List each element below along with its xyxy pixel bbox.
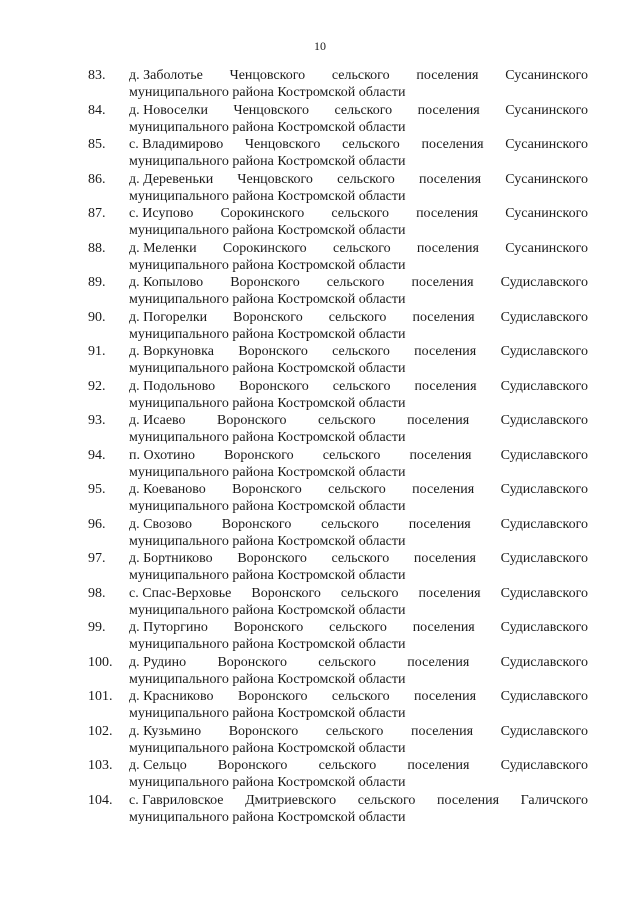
item-text bbox=[129, 447, 588, 481]
item-number: 87. bbox=[88, 206, 106, 221]
item-word: Сусанинского bbox=[505, 137, 588, 152]
item-text bbox=[129, 274, 588, 308]
item-word: Судиславского bbox=[500, 758, 588, 773]
item-word: д. Путоргино bbox=[129, 620, 208, 635]
item-word: Ченцовского bbox=[237, 171, 313, 187]
item-word: Судиславского bbox=[500, 654, 588, 670]
item-word: д. Рудино bbox=[129, 654, 187, 670]
item-text-line2: муниципального района Костромской области bbox=[129, 568, 406, 583]
item-text-line2: муниципального района Костромской области bbox=[129, 292, 406, 307]
item-text bbox=[129, 723, 588, 757]
item-word: Судиславского bbox=[500, 723, 588, 739]
item-word: сельского bbox=[322, 447, 381, 463]
item-text-line1 bbox=[129, 309, 588, 326]
item-number: 100. bbox=[88, 654, 113, 670]
item-word: д. Красниково bbox=[129, 689, 214, 704]
item-word: сельского bbox=[331, 551, 390, 566]
item-text bbox=[129, 171, 588, 205]
item-word: с. Владимирово bbox=[129, 137, 224, 152]
list-item bbox=[0, 516, 640, 551]
item-word: поселения bbox=[407, 654, 470, 670]
item-word: п. Охотино bbox=[129, 447, 195, 463]
item-number: 102. bbox=[88, 723, 113, 739]
list-item bbox=[0, 274, 640, 309]
item-number: 97. bbox=[88, 551, 106, 566]
list-item bbox=[0, 550, 640, 585]
item-text-line2: муниципального района Костромской области bbox=[129, 775, 406, 790]
item-text bbox=[129, 688, 588, 722]
item-word: с. Спас-Верховье bbox=[129, 585, 232, 601]
item-number: 95. bbox=[88, 482, 106, 497]
item-text-line1 bbox=[129, 67, 588, 84]
item-word: д. Коеваново bbox=[129, 482, 206, 497]
list-item bbox=[0, 343, 640, 378]
item-text bbox=[129, 343, 588, 377]
item-word: д. Заболотье bbox=[129, 68, 203, 83]
item-text bbox=[129, 412, 588, 446]
item-word: сельского bbox=[325, 723, 384, 739]
item-word: сельского bbox=[331, 206, 389, 221]
list-item bbox=[0, 412, 640, 447]
item-word: д. Бортниково bbox=[129, 551, 213, 566]
item-word: Судиславского bbox=[500, 516, 588, 532]
item-text-line2: муниципального района Костромской области bbox=[129, 637, 406, 652]
list-item bbox=[0, 757, 640, 792]
item-word: Судиславского bbox=[500, 551, 588, 566]
list-item bbox=[0, 67, 640, 102]
item-word: Воронского bbox=[217, 758, 288, 773]
item-word: Воронского bbox=[233, 620, 304, 635]
item-text-line1 bbox=[129, 516, 588, 533]
item-word: поселения bbox=[416, 68, 479, 83]
item-word: Судиславского bbox=[500, 309, 588, 325]
item-word: Галичского bbox=[520, 792, 588, 808]
item-text-line2: муниципального района Костромской области bbox=[129, 326, 406, 342]
item-text-line1 bbox=[129, 412, 588, 429]
item-word: поселения bbox=[416, 206, 479, 221]
item-word: сельского bbox=[331, 68, 390, 83]
item-text bbox=[129, 585, 588, 619]
item-text-line2: муниципального района Костромской области bbox=[129, 671, 406, 687]
item-text bbox=[129, 792, 588, 826]
item-word: д. Подольново bbox=[129, 378, 216, 394]
item-word: Воронского bbox=[230, 275, 300, 290]
item-word: Воронского bbox=[217, 413, 287, 428]
item-word: сельского bbox=[328, 482, 386, 497]
item-number: 103. bbox=[88, 758, 113, 773]
item-word: сельского bbox=[342, 137, 400, 152]
item-word: поселения bbox=[421, 137, 484, 152]
item-word: сельского bbox=[321, 516, 379, 532]
item-word: Воронского bbox=[237, 551, 307, 566]
item-word: Судиславского bbox=[500, 275, 588, 290]
item-word: поселения bbox=[414, 378, 477, 394]
item-word: с. Исупово bbox=[129, 206, 194, 221]
item-word: поселения bbox=[412, 620, 475, 635]
item-text bbox=[129, 654, 588, 688]
item-word: сельского bbox=[340, 585, 399, 601]
item-text-line1 bbox=[129, 274, 588, 291]
item-word: Воронского bbox=[239, 378, 309, 394]
item-text-line1 bbox=[129, 240, 588, 257]
item-number: 94. bbox=[88, 447, 106, 463]
item-word: д. Погорелки bbox=[129, 309, 208, 325]
list-item bbox=[0, 792, 640, 827]
item-word: Судиславского bbox=[500, 344, 588, 359]
item-word: поселения bbox=[412, 482, 475, 497]
item-number: 91. bbox=[88, 344, 106, 359]
item-number: 84. bbox=[88, 102, 106, 118]
item-number: 101. bbox=[88, 689, 113, 704]
item-text-line2: муниципального района Костромской области bbox=[129, 119, 406, 135]
item-text-line1 bbox=[129, 723, 588, 740]
item-text bbox=[129, 309, 588, 343]
item-text-line1 bbox=[129, 688, 588, 705]
item-text-line2: муниципального района Костромской области bbox=[129, 706, 406, 721]
item-word: сельского bbox=[318, 758, 377, 773]
item-word: сельского bbox=[337, 171, 395, 187]
item-number: 99. bbox=[88, 620, 106, 635]
item-word: Судиславского bbox=[500, 482, 588, 497]
item-text-line1 bbox=[129, 792, 588, 809]
item-word: Сорокинского bbox=[222, 240, 307, 256]
item-text-line1 bbox=[129, 585, 588, 602]
item-text-line2: муниципального района Костромской области bbox=[129, 499, 406, 514]
item-number: 92. bbox=[88, 378, 106, 394]
item-word: Судиславского bbox=[500, 620, 588, 635]
item-number: 89. bbox=[88, 275, 106, 290]
item-word: д. Новоселки bbox=[129, 102, 208, 118]
item-text bbox=[129, 516, 588, 550]
item-word: поселения bbox=[437, 792, 500, 808]
item-word: Сусанинского bbox=[505, 206, 588, 221]
item-word: Сусанинского bbox=[505, 68, 588, 83]
item-text bbox=[129, 757, 588, 791]
item-text bbox=[129, 619, 588, 653]
item-text bbox=[129, 136, 588, 170]
item-word: Судиславского bbox=[500, 585, 588, 601]
item-number: 85. bbox=[88, 137, 106, 152]
item-word: д. Кузьмино bbox=[129, 723, 202, 739]
item-word: Сорокинского bbox=[220, 206, 305, 221]
item-word: д. Меленки bbox=[129, 240, 197, 256]
item-text-line1 bbox=[129, 654, 588, 671]
item-text-line2: муниципального района Костромской области bbox=[129, 154, 406, 169]
item-word: поселения bbox=[409, 447, 472, 463]
item-word: поселения bbox=[416, 240, 479, 256]
item-text bbox=[129, 67, 588, 101]
item-word: поселения bbox=[407, 758, 470, 773]
page-number: 10 bbox=[314, 39, 326, 53]
item-word: поселения bbox=[413, 551, 476, 566]
list-item bbox=[0, 309, 640, 344]
item-text-line1 bbox=[129, 136, 588, 153]
item-word: Сусанинского bbox=[505, 102, 588, 118]
list-item bbox=[0, 481, 640, 516]
item-word: Воронского bbox=[238, 344, 308, 359]
item-word: сельского bbox=[329, 620, 387, 635]
item-word: сельского bbox=[331, 689, 390, 704]
item-text-line1 bbox=[129, 205, 588, 222]
item-word: д. Воркуновка bbox=[129, 344, 214, 359]
item-word: Воронского bbox=[251, 585, 321, 601]
item-word: сельского bbox=[357, 792, 416, 808]
item-text bbox=[129, 481, 588, 515]
item-number: 88. bbox=[88, 240, 106, 256]
item-text-line2: муниципального района Костромской области bbox=[129, 464, 406, 480]
item-text-line1 bbox=[129, 102, 588, 119]
item-text-line2: муниципального района Костромской области bbox=[129, 740, 406, 756]
item-word: д. Деревеньки bbox=[129, 171, 214, 187]
list-item bbox=[0, 654, 640, 689]
item-word: поселения bbox=[412, 309, 475, 325]
item-text-line1 bbox=[129, 550, 588, 567]
item-word: д. Исаево bbox=[129, 413, 186, 428]
item-word: Сусанинского bbox=[505, 171, 588, 187]
item-word: поселения bbox=[414, 344, 477, 359]
item-word: поселения bbox=[411, 275, 474, 290]
list-item bbox=[0, 136, 640, 171]
item-word: сельского bbox=[317, 413, 376, 428]
item-number: 86. bbox=[88, 171, 106, 187]
item-text bbox=[129, 205, 588, 239]
item-text-line1 bbox=[129, 757, 588, 774]
item-word: поселения bbox=[418, 171, 482, 187]
item-text-line1 bbox=[129, 619, 588, 636]
item-word: поселения bbox=[417, 102, 480, 118]
item-text bbox=[129, 378, 588, 412]
item-text-line2: муниципального района Костромской области bbox=[129, 361, 406, 376]
item-word: Ченцовского bbox=[229, 68, 306, 83]
item-text-line1 bbox=[129, 171, 588, 188]
item-text bbox=[129, 240, 588, 274]
item-word: Судиславского bbox=[500, 378, 588, 394]
list-item bbox=[0, 447, 640, 482]
item-text bbox=[129, 102, 588, 136]
item-word: Дмитриевского bbox=[245, 792, 337, 808]
item-text-line2: муниципального района Костромской области bbox=[129, 85, 406, 100]
item-number: 90. bbox=[88, 309, 106, 325]
item-text-line1 bbox=[129, 378, 588, 395]
item-word: Воронского bbox=[221, 516, 292, 532]
item-word: Воронского bbox=[237, 689, 308, 704]
item-text-line2: муниципального района Костромской области bbox=[129, 188, 406, 204]
list-item bbox=[0, 585, 640, 620]
item-number: 93. bbox=[88, 413, 106, 428]
list-item bbox=[0, 723, 640, 758]
list-item bbox=[0, 205, 640, 240]
item-word: сельского bbox=[332, 344, 390, 359]
item-word: Воронского bbox=[232, 482, 302, 497]
item-number: 104. bbox=[88, 792, 113, 808]
item-word: сельского bbox=[332, 240, 391, 256]
settlement-list bbox=[0, 67, 640, 826]
item-word: поселения bbox=[414, 689, 477, 704]
item-word: Ченцовского bbox=[233, 102, 309, 118]
item-word: сельского bbox=[334, 102, 393, 118]
item-word: д. Сельцо bbox=[129, 758, 187, 773]
item-word: поселения bbox=[408, 516, 471, 532]
item-word: д. Копылово bbox=[129, 275, 204, 290]
item-word: поселения bbox=[410, 723, 474, 739]
item-word: сельского bbox=[326, 275, 385, 290]
item-text-line2: муниципального района Костромской области bbox=[129, 395, 406, 411]
list-item bbox=[0, 102, 640, 137]
item-word: Ченцовского bbox=[244, 137, 321, 152]
item-word: Судиславского bbox=[500, 413, 588, 428]
item-text-line1 bbox=[129, 481, 588, 498]
list-item bbox=[0, 378, 640, 413]
item-word: поселения bbox=[418, 585, 481, 601]
item-word: Сусанинского bbox=[505, 240, 588, 256]
item-text-line2: муниципального района Костромской области bbox=[129, 533, 406, 549]
item-word: Воронского bbox=[224, 447, 294, 463]
item-word: Судиславского bbox=[500, 689, 588, 704]
item-word: сельского bbox=[328, 309, 387, 325]
item-word: Воронского bbox=[233, 309, 303, 325]
item-text-line2: муниципального района Костромской области bbox=[129, 257, 406, 273]
list-item bbox=[0, 240, 640, 275]
list-item bbox=[0, 171, 640, 206]
item-number: 96. bbox=[88, 516, 106, 532]
item-word: Воронского bbox=[217, 654, 287, 670]
item-text-line2: муниципального района Костромской области bbox=[129, 602, 406, 618]
item-text-line1 bbox=[129, 343, 588, 360]
item-text-line2: муниципального района Костромской области bbox=[129, 223, 406, 238]
list-item bbox=[0, 619, 640, 654]
item-number: 83. bbox=[88, 68, 106, 83]
item-word: с. Гавриловское bbox=[129, 792, 224, 808]
item-text bbox=[129, 550, 588, 584]
item-word: Судиславского bbox=[500, 447, 588, 463]
item-word: сельского bbox=[332, 378, 391, 394]
item-text-line2: муниципального района Костромской области bbox=[129, 809, 406, 825]
item-text-line1 bbox=[129, 447, 588, 464]
item-text-line2: муниципального района Костромской области bbox=[129, 430, 406, 445]
item-number: 98. bbox=[88, 585, 106, 601]
item-word: сельского bbox=[318, 654, 376, 670]
item-word: поселения bbox=[407, 413, 470, 428]
item-word: Воронского bbox=[228, 723, 299, 739]
list-item bbox=[0, 688, 640, 723]
item-word: д. Свозово bbox=[129, 516, 192, 532]
